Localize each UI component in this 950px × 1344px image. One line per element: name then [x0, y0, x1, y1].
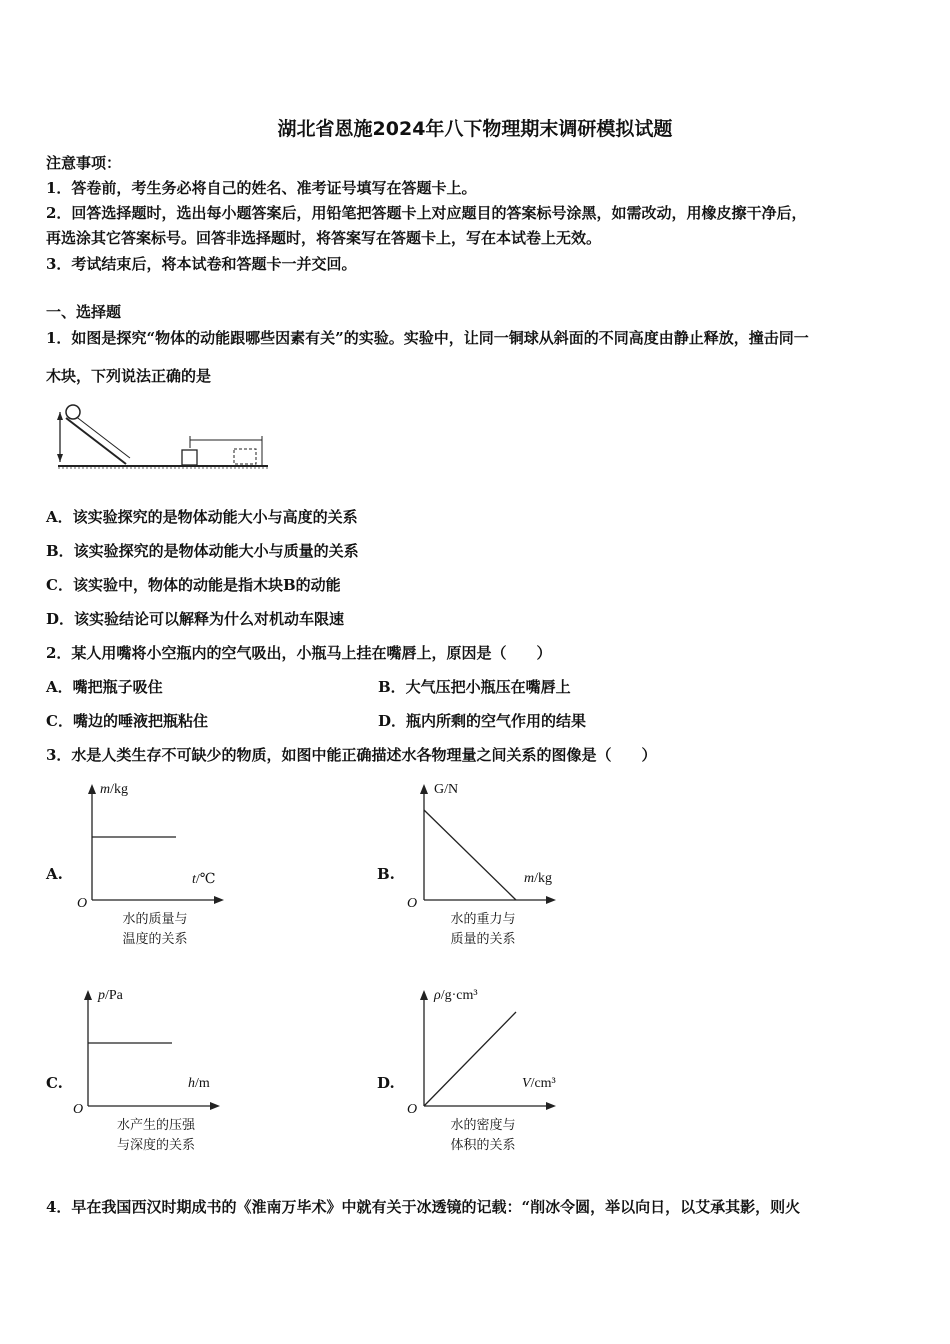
q1-stem-cont: 木块，下列说法正确的是	[46, 367, 212, 385]
graph-a-caption: 水的质量与 温度的关系	[122, 912, 188, 947]
graph-c-xlabel: h/m	[188, 1076, 210, 1091]
q2-option-c: C．嘴边的唾液把瓶粘住	[46, 712, 208, 730]
q1-option-b: B．该实验探究的是物体动能大小与质量的关系	[46, 542, 359, 560]
graph-d-origin: O	[407, 1102, 418, 1117]
graph-c	[76, 988, 226, 1113]
graph-d-xlabel: V/cm³	[522, 1076, 556, 1091]
graph-c-caption: 水产生的压强 与深度的关系	[116, 1118, 195, 1153]
q1-option-c: C．该实验中，物体的动能是指木块B的动能	[46, 576, 341, 594]
graph-a-label: A.	[46, 865, 63, 883]
graph-a-xlabel: t/℃	[192, 872, 216, 887]
graph-d-label: D.	[377, 1074, 395, 1092]
graph-c-ylabel: p/Pa	[98, 988, 123, 1003]
notice-heading: 注意事项：	[46, 154, 122, 172]
graph-d-ylabel: ρ/g·cm³	[434, 988, 478, 1003]
graph-d	[412, 988, 562, 1113]
q2-stem: 2．某人用嘴将小空瓶内的空气吸出，小瓶马上挂在嘴唇上，原因是（ ）	[46, 644, 552, 662]
graph-b-xlabel: m/kg	[524, 871, 553, 886]
graph-c-origin: O	[73, 1102, 84, 1117]
graph-c-label: C.	[46, 1074, 63, 1092]
graph-a-ylabel: m/kg	[100, 782, 129, 797]
graph-b	[412, 782, 562, 907]
q2-option-b: B．大气压把小瓶压在嘴唇上	[378, 678, 571, 696]
graph-a	[80, 782, 230, 907]
graph-b-label: B.	[377, 865, 395, 883]
graph-b-ylabel: G/N	[434, 782, 459, 797]
notice-item: 2．回答选择题时，选出每小题答案后，用铅笔把答题卡上对应题目的答案标号涂黑，如需改动，用橡皮擦干净后，	[46, 204, 807, 222]
q1-stem: 1．如图是探究“物体的动能跟哪些因素有关”的实验。实验中，让同一铜球从斜面的不同高度由静止释放，撞击同一	[46, 329, 809, 347]
graph-d-caption: 水的密度与 体积的关系	[450, 1118, 516, 1153]
q1-option-d: D．该实验结论可以解释为什么对机动车限速	[46, 610, 345, 628]
q2-option-a: A．嘴把瓶子吸住	[46, 678, 163, 696]
graph-a-origin: O	[77, 896, 88, 911]
section-heading: 一、选择题	[46, 303, 122, 321]
q4-stem: 4．早在我国西汉时期成书的《淮南万毕术》中就有关于冰透镜的记载：“削冰令圆，举以向日，以艾承其影，则火	[46, 1198, 801, 1216]
notice-item: 1．答卷前，考生务必将自己的姓名、准考证号填写在答题卡上。	[46, 179, 477, 197]
notice-item: 再选涂其它答案标号。回答非选择题时，将答案写在答题卡上，写在本试卷上无效。	[46, 229, 602, 247]
graph-b-caption: 水的重力与 质量的关系	[450, 912, 516, 947]
page-title: 湖北省恩施2024年八下物理期末调研模拟试题	[277, 118, 673, 140]
q2-option-d: D．瓶内所剩的空气作用的结果	[378, 712, 587, 730]
q3-stem: 3．水是人类生存不可缺少的物质，如图中能正确描述水各物理量之间关系的图像是（ ）	[46, 746, 657, 764]
q1-ramp-figure	[52, 400, 277, 470]
q1-option-a: A．该实验探究的是物体动能大小与高度的关系	[46, 508, 358, 526]
notice-item: 3．考试结束后，将本试卷和答题卡一并交回。	[46, 255, 357, 273]
graph-b-origin: O	[407, 896, 418, 911]
